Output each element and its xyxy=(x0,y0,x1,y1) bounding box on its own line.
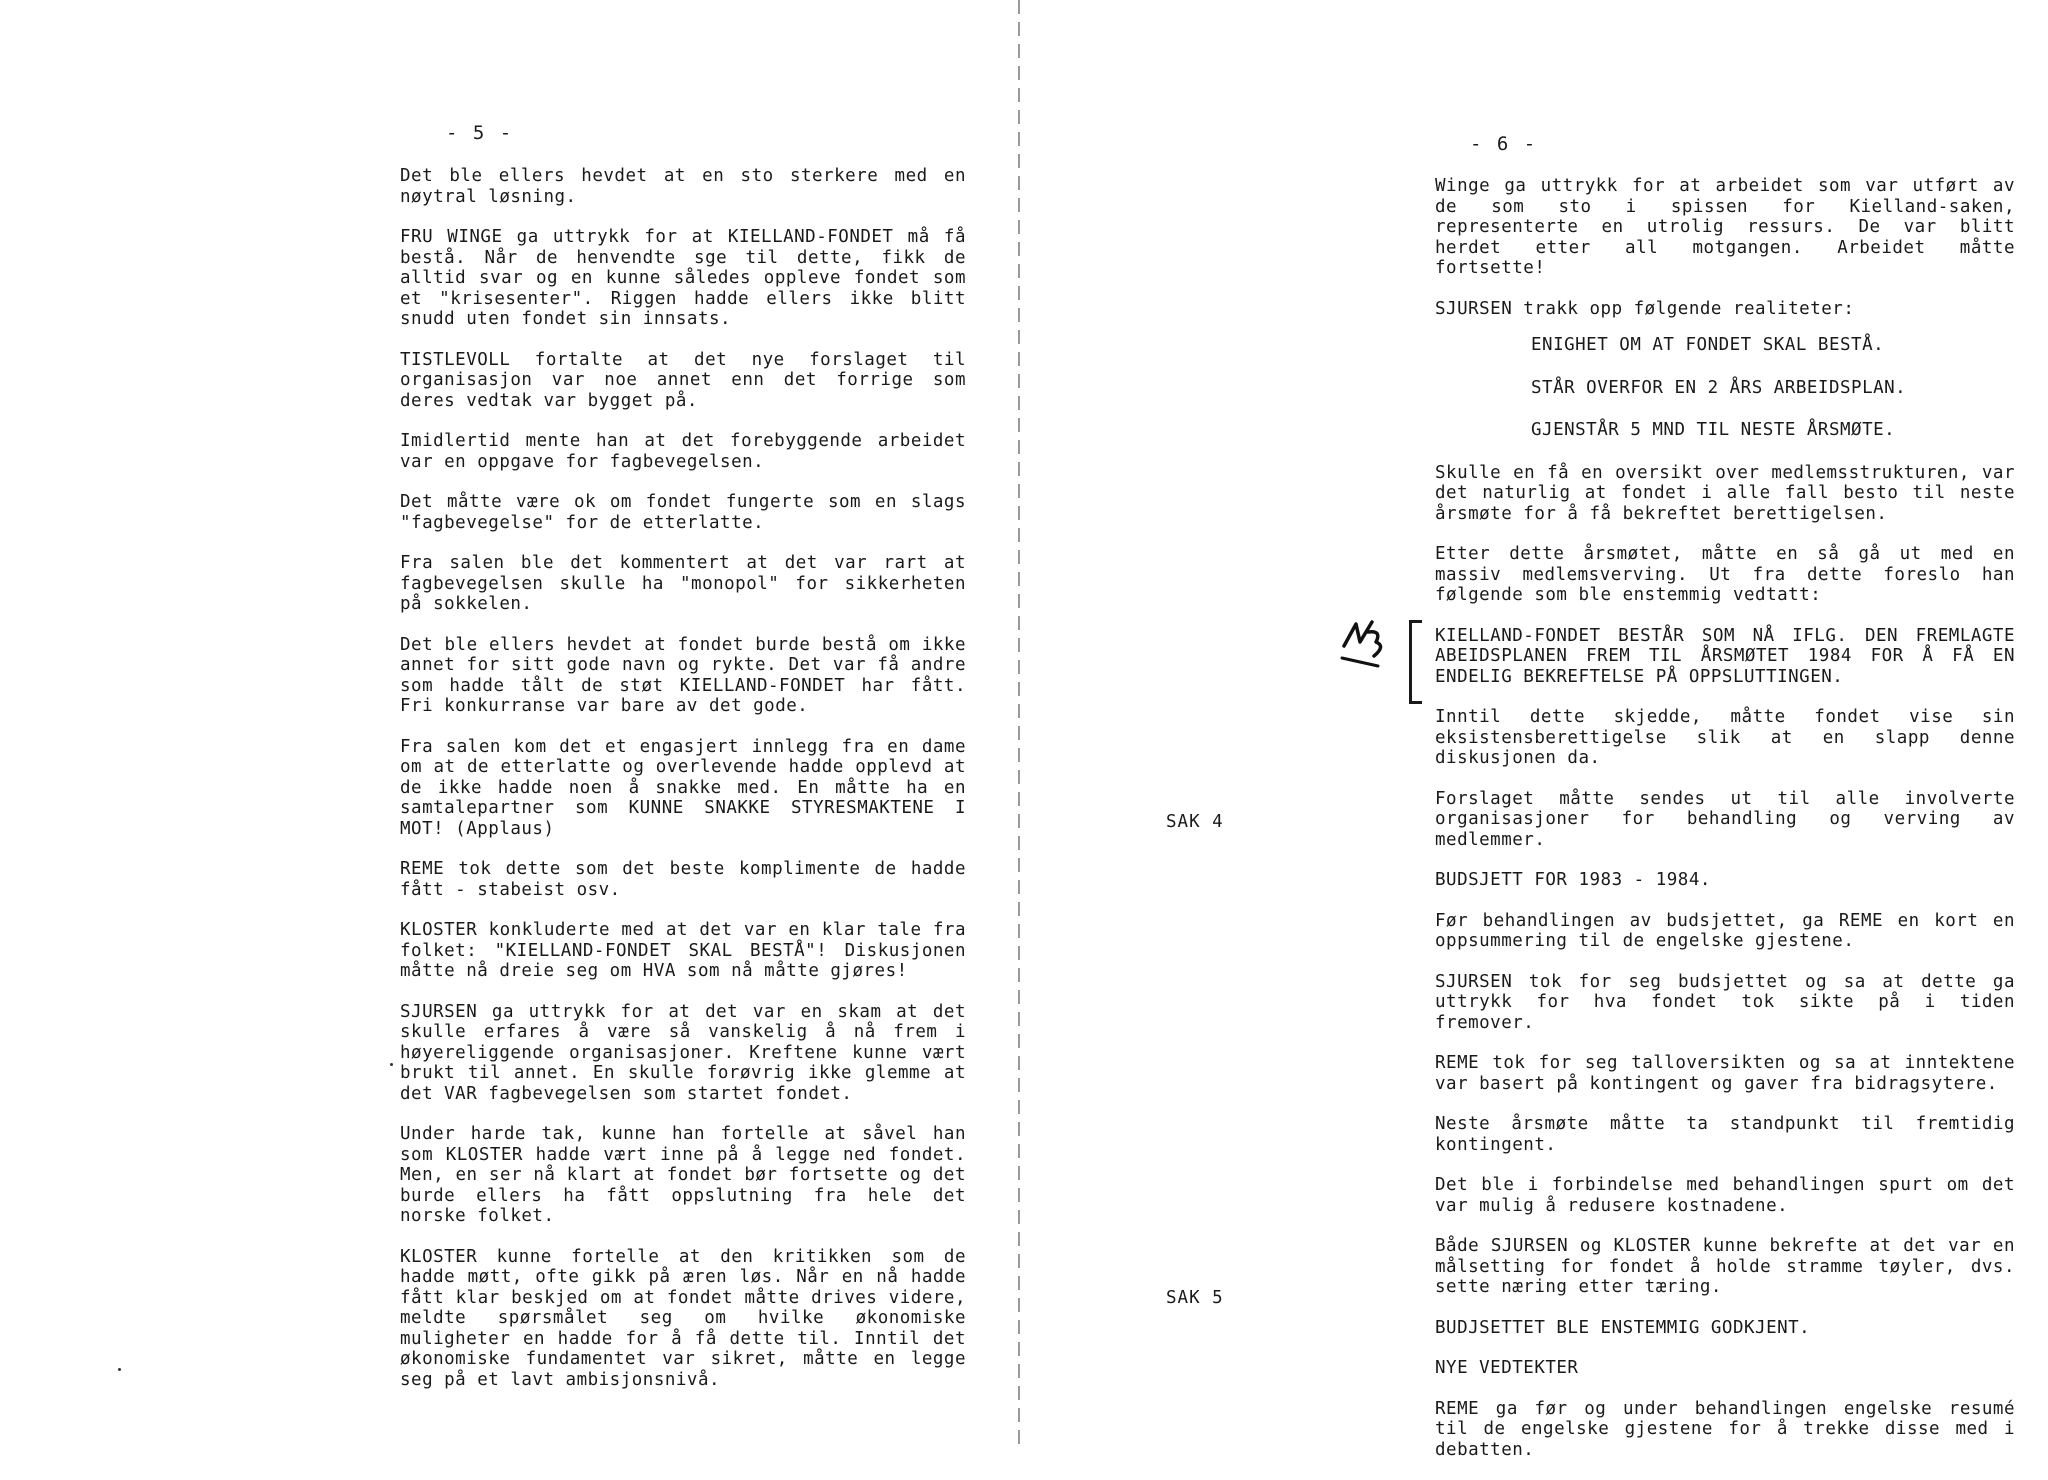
paragraph: SJURSEN trakk opp følgende realiteter: xyxy=(1435,298,1855,319)
resolution-bracket xyxy=(1409,620,1422,704)
right-text-column xyxy=(1435,176,2015,1480)
paragraph: REME tok for seg talloversikten og sa at inntektene var basert på kontingent og gaver fra bidragsytere. xyxy=(1435,1053,2015,1094)
page-6 xyxy=(1020,0,2048,1460)
resolution-text: KIELLAND-FONDET BESTÅR SOM NÅ IFLG. DEN FREMLAGTE ABEIDSPLANEN FREM TIL ÅRSMØTET 1984 FOR Å FÅ EN ENDELIG BEKREFTELSE PÅ OPPSLUTTINGEN. xyxy=(1435,625,2015,687)
paragraph: Imidlertid mente han at det forebyggende arbeidet var en oppgave for fagbevegelsen. xyxy=(400,431,966,472)
page-number: - 6 - xyxy=(1470,133,1538,155)
paragraph: Fra salen ble det kommentert at det var rart at fagbevegelsen skulle ha "monopol" for sikkerheten på sokkelen. xyxy=(400,553,966,614)
paragraph: KLOSTER kunne fortelle at den kritikken som de hadde møtt, ofte gikk på æren løs. Når en nå hadde fått klar beskjed om at fondet måtte drives videre, meldte spørsmålet seg om hvilke økonomiske muligheter en hadde for å få dette til. Inntil det økonomiske fundamentet var sikret, måtte en legge seg på et lavt ambisjonsnivå. xyxy=(400,1246,966,1390)
sak-4-label: SAK 4 xyxy=(1166,812,1224,832)
paragraph: SJURSEN ga uttrykk for at det var en skam at det skulle erfares å være så vanskelig å nå frem i høyereliggende organisasjoner. Kreftene kunne vært brukt til annet. En skulle forøvrig ikke glemme at det VAR fagbevegelsen som startet fondet. xyxy=(400,1001,966,1104)
paragraph: Fra salen kom det et engasjert innlegg fra en dame om at de etterlatte og overlevende hadde opplevd at de ikke hadde noen å snakke med. En måtte ha en samtalepartner som KUNNE SNAKKE STYRESMAKTENE I MOT! (Applaus) xyxy=(400,736,966,839)
paragraph: SJURSEN tok for seg budsjettet og sa at dette ga uttrykk for hva fondet tok sikte på i tiden fremover. xyxy=(1435,971,2015,1033)
resolution-block xyxy=(1435,626,2015,688)
sak-5-label: SAK 5 xyxy=(1166,1288,1224,1308)
paragraph: Det måtte være ok om fondet fungerte som en slags "fagbevegelse" for de etterlatte. xyxy=(400,492,966,533)
paragraph: REME tok dette som det beste komplimente de hadde fått - stabeist osv. xyxy=(400,859,966,900)
approval-statement: BUDJSETTET BLE ENSTEMMIG GODKJENT. xyxy=(1435,1317,1811,1338)
reality-item: GJENSTÅR 5 MND TIL NESTE ÅRSMØTE. xyxy=(1531,420,1896,440)
left-text-column xyxy=(400,166,966,1410)
margin-dot xyxy=(118,1368,121,1371)
page-number: - 5 - xyxy=(446,122,514,144)
paragraph: Både SJURSEN og KLOSTER kunne bekrefte at det var en målsetting for fondet å holde stramme tøyler, dvs. sette næring etter tæring. xyxy=(1435,1236,2015,1297)
paragraph: Forslaget måtte sendes ut til alle involverte organisasjoner for behandling og verving av medlemmer. xyxy=(1435,788,2015,850)
paragraph: Det ble ellers hevdet at en sto sterkere med en nøytral løsning. xyxy=(400,166,966,207)
margin-dot xyxy=(390,1063,393,1066)
paragraph: Det ble i forbindelse med behandlingen spurt om det var mulig å redusere kostnadene. xyxy=(1435,1175,2015,1216)
paragraph: Neste årsmøte måtte ta standpunkt til fremtidig kontingent. xyxy=(1435,1114,2015,1155)
paragraph: REME ga før og under behandlingen engelske resumé til de engelske gjestene for å trekke disse med i debatten. xyxy=(1435,1398,2015,1460)
paragraph: Inntil dette skjedde, måtte fondet vise sin eksistensberettigelse slik at en slapp denne diskusjonen da. xyxy=(1435,707,2015,768)
paragraph: Under harde tak, kunne han fortelle at såvel han som KLOSTER hadde vært inne på å legge ned fondet. Men, en ser nå klart at fondet bør fortsette og det burde ellers ha fått oppslutning fra hele det norske folket. xyxy=(400,1124,966,1226)
paragraph: Før behandlingen av budsjettet, ga REME en kort en oppsummering til de engelske gjestene. xyxy=(1435,910,2015,951)
reality-item: ENIGHET OM AT FONDET SKAL BESTÅ. xyxy=(1531,335,1885,355)
paragraph: Det ble ellers hevdet at fondet burde bestå om ikke annet for sitt gode navn og rykte. Det var få andre som hadde tålt de støt KIELLAND-FONDET har fått. Fri konkurranse var bare av det gode. xyxy=(400,634,966,716)
paragraph: TISTLEVOLL fortalte at det nye forslaget til organisasjon var noe annet enn det forrige som deres vedtak var bygget på. xyxy=(400,349,966,411)
sak-5-title: NYE VEDTEKTER xyxy=(1435,1358,1579,1378)
sak-4-title: BUDSJETT FOR 1983 - 1984. xyxy=(1435,870,1711,890)
page-5 xyxy=(0,0,1018,1445)
paragraph: FRU WINGE ga uttrykk for at KIELLAND-FONDET må få bestå. Når de henvendte sge til dette, fikk de alltid svar og en kunne således oppleve fondet som et "krisesenter". Riggen hadde ellers ikke blitt snudd uten fondet sin innsats. xyxy=(400,227,966,329)
paragraph: KLOSTER konkluderte med at det var en klar tale fra folket: "KIELLAND-FONDET SKAL BESTÅ"! Diskusjonen måtte nå dreie seg om HVA som nå måtte gjøres! xyxy=(400,920,966,981)
paragraph: Skulle en få en oversikt over medlemsstrukturen, var det naturlig at fondet i alle fall besto til neste årsmøte for å få bekreftet berettigelsen. xyxy=(1435,462,2015,524)
paragraph: Etter dette årsmøtet, måtte en så gå ut med en massiv medlemsverving. Ut fra dette foreslo han følgende som ble enstemmig vedtatt: xyxy=(1435,544,2015,605)
handwritten-n3-mark xyxy=(1338,612,1390,672)
paragraph: Winge ga uttrykk for at arbeidet som var utført av de som sto i spissen for Kielland-saken, representerte en utrolig ressurs. De var blitt herdet etter all motgangen. Arbeidet måtte fortsette! xyxy=(1435,176,2015,278)
reality-item: STÅR OVERFOR EN 2 ÅRS ARBEIDSPLAN. xyxy=(1531,377,1907,398)
